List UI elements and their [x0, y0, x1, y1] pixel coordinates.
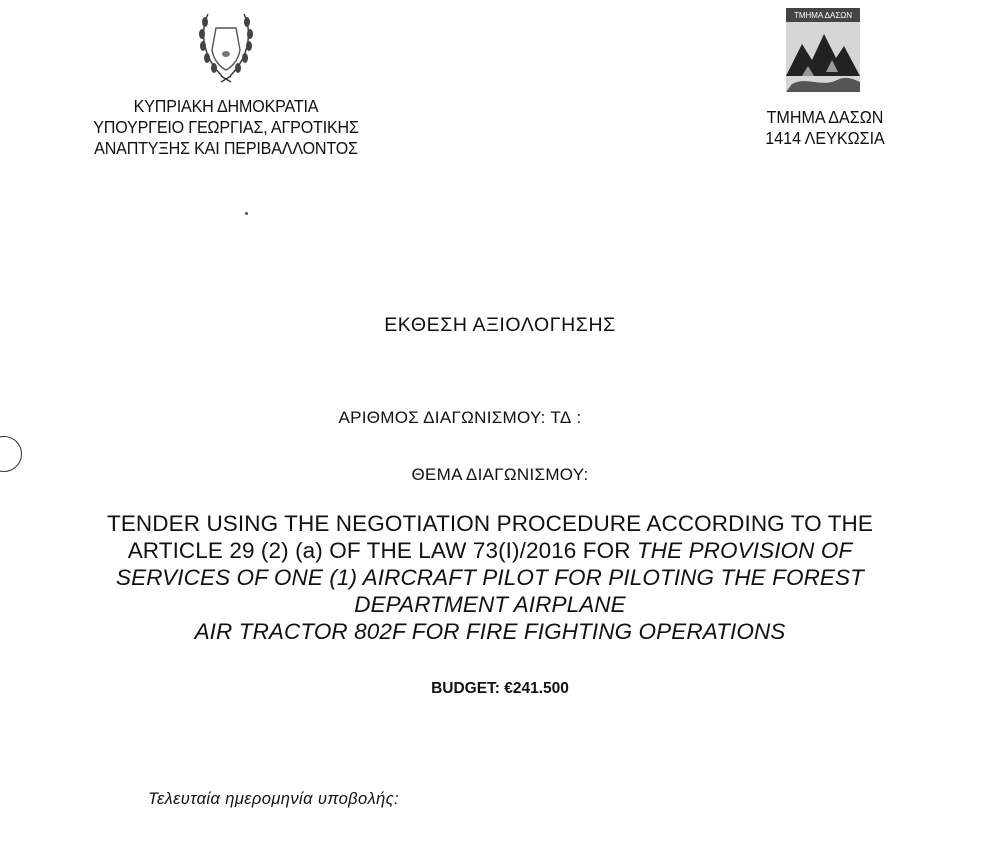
- tender-subject-line2: [20, 537, 960, 564]
- tender-subject-line3: [20, 564, 960, 591]
- tender-number-label: ΑΡΙΘΜΟΣ ΔΙΑΓΩΝΙΣΜΟΥ: ΤΔ: [338, 408, 572, 427]
- report-title: ΕΚΘΕΣΗ ΑΞΙΟΛΟΓΗΣΗΣ: [384, 314, 616, 336]
- tender-subject-line2-plain: ARTICLE 29 (2) (a) OF THE LAW 73(I)/2016 FOR: [127, 538, 637, 563]
- header-city: 1414 ΛΕΥΚΩΣΙΑ: [765, 128, 885, 148]
- forestry-logo-icon: [782, 6, 864, 94]
- logo-text: ΤΜΗΜΑ ΔΑΣΩΝ: [793, 11, 853, 20]
- submission-deadline-label: Τελευταία ημερομηνία υποβολής:: [148, 790, 400, 808]
- tender-subject-line1: TENDER USING THE NEGOTIATION PROCEDURE ACCORDING TO THE: [106, 511, 873, 536]
- tender-subject-line5: [20, 618, 960, 645]
- header-ministry-line1: ΥΠΟΥΡΓΕΙΟ ΓΕΩΡΓΙΑΣ, ΑΓΡΟΤΙΚΗΣ: [93, 117, 359, 137]
- coat-of-arms-icon: [178, 6, 274, 86]
- tender-subject-line2-italic: THE PROVISION OF: [636, 538, 853, 563]
- header-department: ΤΜΗΜΑ ΔΑΣΩΝ: [766, 107, 884, 127]
- tender-subject-line5-text: AIR TRACTOR 802F FOR FIRE FIGHTING OPERATIONS: [194, 619, 786, 644]
- header-country: ΚΥΠΡΙΑΚΗ ΔΗΜΟΚΡΑΤΙΑ: [133, 96, 319, 116]
- subject-label: ΘΕΜΑ ΔΙΑΓΩΝΙΣΜΟΥ:: [411, 465, 589, 484]
- tender-subject-line4: [20, 591, 960, 618]
- department-header: [738, 107, 913, 149]
- ministry-header: [73, 96, 378, 159]
- header-ministry-line2: ΑΝΑΠΤΥΞΗΣ ΚΑΙ ΠΕΡΙΒΑΛΛΟΝΤΟΣ: [94, 138, 358, 158]
- tender-subject: [20, 510, 960, 645]
- budget-text: BUDGET: €241.500: [431, 680, 569, 697]
- tender-subject-line4-text: DEPARTMENT AIRPLANE: [354, 592, 626, 617]
- tender-number: [0, 408, 920, 428]
- scan-speck: [245, 212, 248, 215]
- tender-number-value: :: [576, 408, 582, 427]
- tender-subject-line3-text: SERVICES OF ONE (1) AIRCRAFT PILOT FOR PILOTING THE FOREST: [116, 565, 864, 590]
